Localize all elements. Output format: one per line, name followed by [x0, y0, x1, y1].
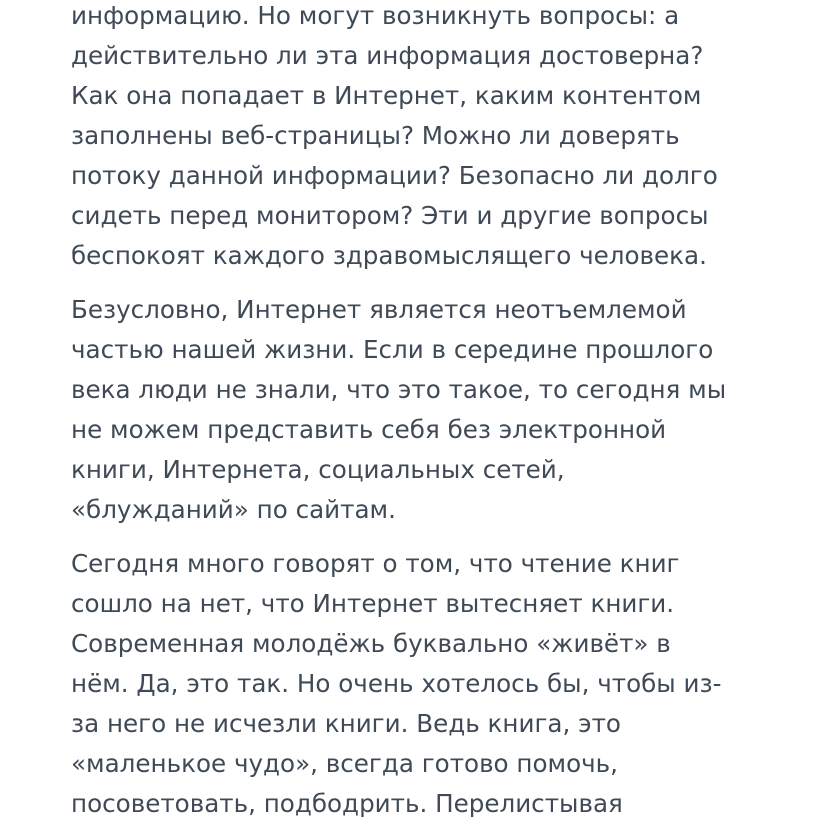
text-line: информацию. Но могут возникнуть вопросы: а — [71, 1, 680, 30]
text-line: века люди не знали, что это такое, то сегодня мы — [71, 375, 727, 404]
text-line: частью нашей жизни. Если в середине прошлого — [71, 335, 714, 364]
text-line: книги, Интернета, социальных сетей, — [71, 455, 565, 484]
text-line: «блужданий» по сайтам. — [71, 495, 396, 524]
text-line: не можем представить себя без электронной — [71, 415, 667, 444]
text-line: заполнены веб-страницы? Можно ли доверять — [71, 121, 680, 150]
paragraph-1 — [71, 0, 771, 276]
text-line: Сегодня много говорят о том, что чтение книг — [71, 549, 680, 578]
text-line: Как она попадает в Интернет, каким контентом — [71, 81, 702, 110]
text-line: нём. Да, это так. Но очень хотелось бы, чтобы из- — [71, 669, 722, 698]
text-line: потоку данной информации? Безопасно ли долго — [71, 161, 718, 190]
text-line: сошло на нет, что Интернет вытесняет книги. — [71, 589, 675, 618]
text-line: «маленькое чудо», всегда готово помочь, — [71, 749, 618, 778]
text-line: Безусловно, Интернет является неотъемлемой — [71, 295, 687, 324]
text-line: сидеть перед монитором? Эти и другие вопросы — [71, 201, 709, 230]
text-line: действительно ли эта информация достоверна? — [71, 41, 704, 70]
text-line: за него не исчезли книги. Ведь книга, это — [71, 709, 621, 738]
text-line: посоветовать, подбодрить. Перелистывая — [71, 789, 623, 818]
text-line: Современная молодёжь буквально «живёт» в — [71, 629, 671, 658]
paragraph-3 — [71, 544, 771, 824]
paragraph-2 — [71, 290, 771, 530]
article-body — [71, 0, 771, 824]
text-line: беспокоят каждого здравомыслящего человека. — [71, 241, 707, 270]
